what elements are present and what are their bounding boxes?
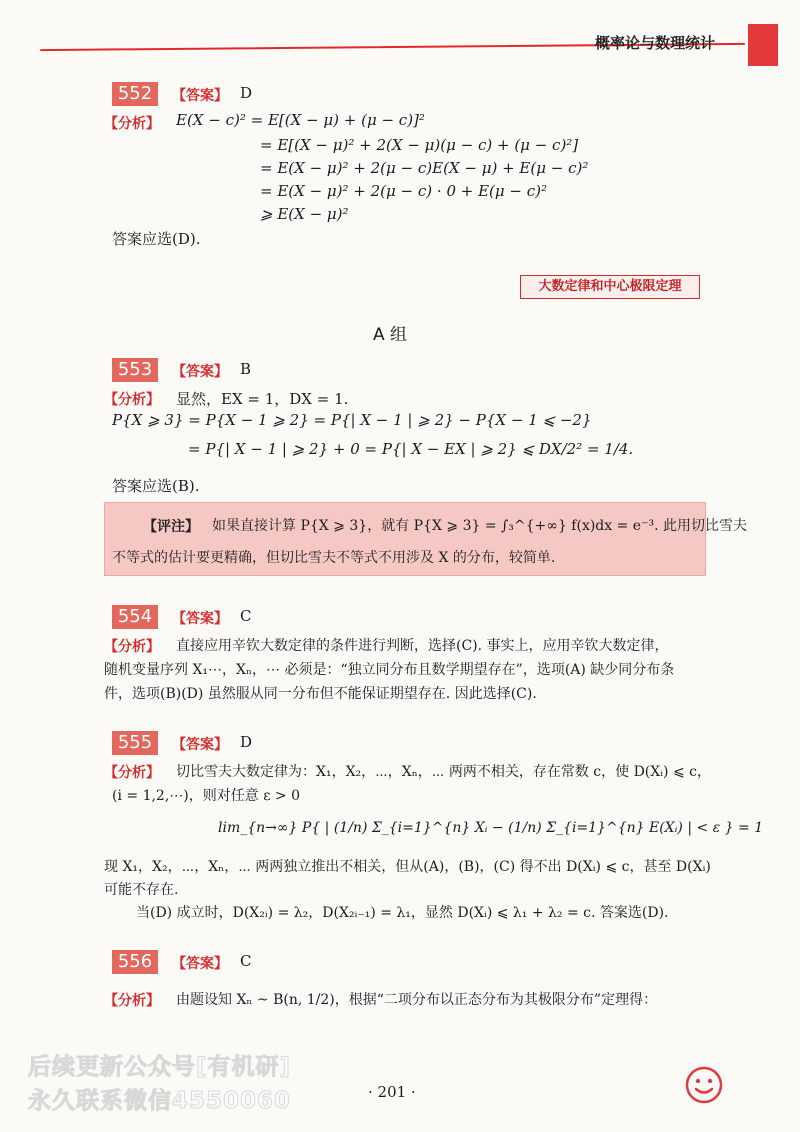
question-number-553: 553 (112, 358, 158, 382)
answer-label: 【答案】 (172, 364, 228, 380)
page-header-title: 概率论与数理统计 (595, 34, 716, 52)
question-number-555: 555 (112, 731, 158, 755)
answer-label: 【答案】 (172, 956, 228, 972)
answer-value-554: C (240, 607, 252, 625)
note-line-2: 不等式的估计要更精确，但切比雪夫不等式不用涉及 X 的分布，较简单. (112, 550, 556, 566)
analysis-label: 【分析】 (104, 639, 160, 655)
question-number-552: 552 (112, 82, 158, 106)
section-title: 大数定律和中心极限定理 (520, 275, 700, 299)
analysis-label: 【分析】 (104, 993, 160, 1009)
answer-value-556: C (240, 952, 252, 970)
q555-line-3: 现 X₁，X₂，⋯，Xₙ，⋯ 两两独立推出不相关，但从(A)，(B)，(C) 得不出 D(Xᵢ) ⩽ c，甚至 D(Xᵢ) (104, 859, 711, 875)
analysis-label: 【分析】 (104, 116, 160, 132)
question-number-554: 554 (112, 605, 158, 629)
q554-line-1: 直接应用辛钦大数定律的条件进行判断，选择(C). 事实上，应用辛钦大数定律， (176, 638, 669, 654)
q555-line-1: 切比雪夫大数定律为：X₁，X₂，⋯，Xₙ，⋯ 两两不相关，存在常数 c，使 D(Xᵢ) ⩽ c， (176, 764, 711, 780)
q553-line-1: 显然，EX = 1，DX = 1. (176, 390, 349, 408)
q555-line-4: 可能不存在. (104, 882, 179, 898)
q555-formula: lim_{n→∞} P{ | (1/n) Σ_{i=1}^{n} Xᵢ − (1/n) Σ_{i=1}^{n} E(Xᵢ) | < ε } = 1 (218, 820, 764, 836)
answer-value-552: D (240, 84, 253, 102)
q552-conclusion: 答案应选(D). (112, 230, 201, 248)
answer-label: 【答案】 (172, 737, 228, 753)
q552-line-4: = E(X − μ)² + 2(μ − c) · 0 + E(μ − c)² (260, 182, 548, 200)
watermark-line-1: 后续更新公众号[有机研] (28, 1054, 292, 1080)
answer-label: 【答案】 (172, 88, 228, 104)
q554-line-3: 件，选项(B)(D) 虽然服从同一分布但不能保证期望存在. 因此选择(C). (104, 686, 537, 702)
q555-line-2: (i = 1,2,⋯)，则对任意 ε > 0 (112, 788, 300, 804)
analysis-label: 【分析】 (104, 765, 160, 781)
answer-value-555: D (240, 733, 253, 751)
q553-conclusion: 答案应选(B). (112, 477, 200, 495)
q554-line-2: 随机变量序列 X₁⋯，Xₙ，⋯ 必须是：“独立同分布且数学期望存在”，选项(A) 缺少同分布条 (104, 662, 675, 678)
q552-line-1: E(X − c)² = E[(X − μ) + (μ − c)]² (176, 111, 425, 129)
q553-line-2: P{X ⩾ 3} = P{X − 1 ⩾ 2} = P{| X − 1 | ⩾ 2} − P{X − 1 ⩽ −2} (112, 411, 592, 429)
note-label: 【评注】 (143, 519, 199, 535)
q556-line-1: 由题设知 Xₙ ~ B(n, 1/2)，根据“二项分布以正态分布为其极限分布”定理得： (176, 992, 658, 1008)
q553-line-3: = P{| X − 1 | ⩾ 2} + 0 = P{| X − EX | ⩾ 2} ⩽ DX/2² = 1/4. (188, 440, 634, 458)
q552-line-3: = E(X − μ)² + 2(μ − c)E(X − μ) + E(μ − c)² (260, 159, 589, 177)
answer-value-553: B (240, 360, 252, 378)
q552-line-2: = E[(X − μ)² + 2(X − μ)(μ − c) + (μ − c)²] (260, 136, 579, 154)
header-tab (748, 24, 778, 66)
analysis-label: 【分析】 (104, 392, 160, 408)
watermark-line-2: 永久联系微信4550060 (28, 1088, 292, 1114)
page-number: · 201 · (368, 1083, 416, 1101)
q555-line-5: 当(D) 成立时，D(X₂ᵢ) = λ₂，D(X₂ᵢ₋₁) = λ₁，显然 D(Xᵢ) ⩽ λ₁ + λ₂ = c. 答案选(D). (136, 905, 669, 921)
group-title: A 组 (373, 325, 408, 345)
smiley-icon (684, 1065, 724, 1105)
answer-label: 【答案】 (172, 611, 228, 627)
note-line-1: 如果直接计算 P{X ⩾ 3}，就有 P{X ⩾ 3} = ∫₃^{+∞} f(x)dx = e⁻³. 此用切比雪夫 (212, 518, 747, 534)
question-number-556: 556 (112, 950, 158, 974)
q552-line-5: ⩾ E(X − μ)² (260, 205, 349, 223)
